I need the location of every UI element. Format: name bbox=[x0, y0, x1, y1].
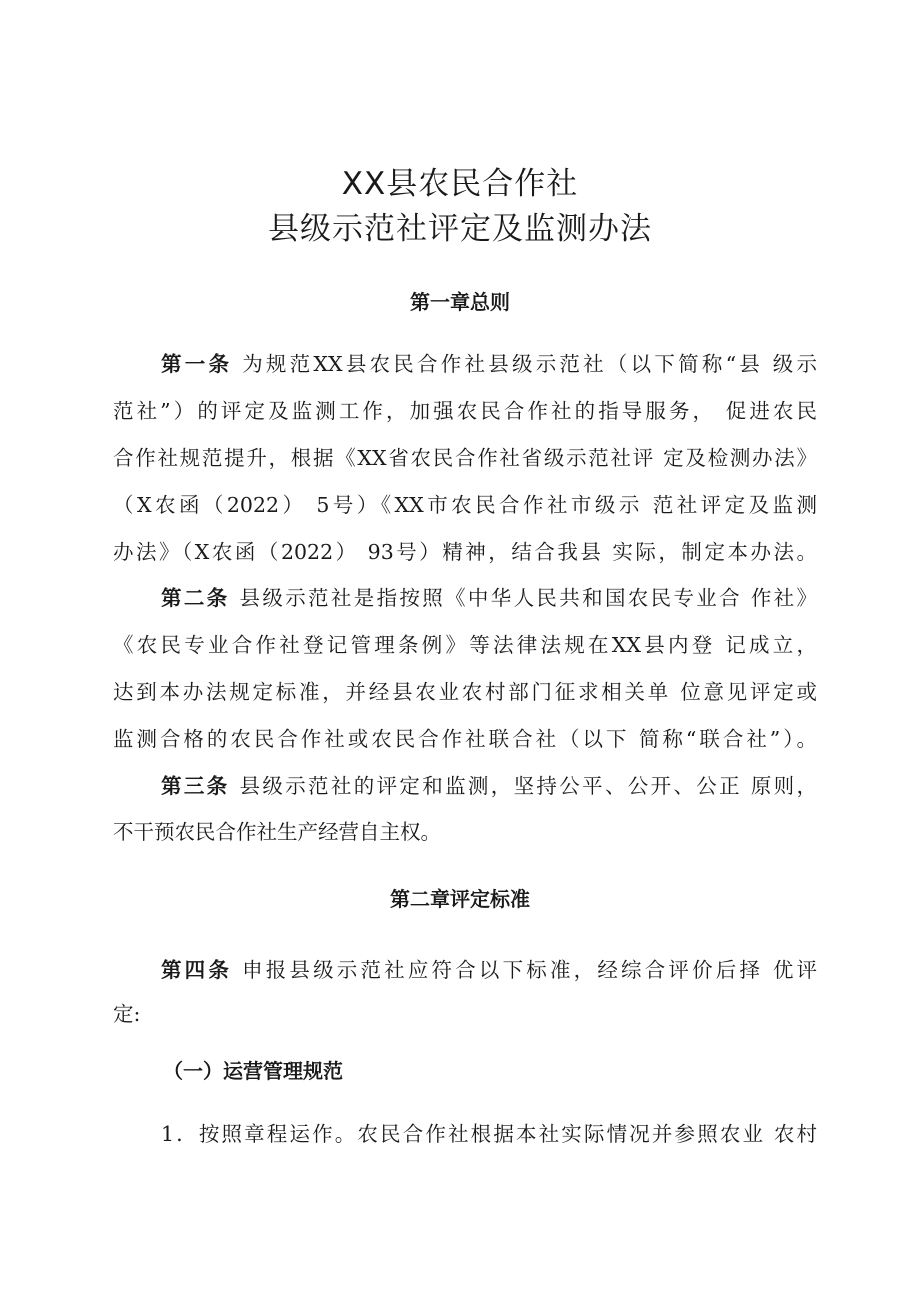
section-1-heading: （一）运营管理规范 bbox=[163, 1059, 343, 1083]
article-2-line-1: 第二条 县级示范社是指按照《中华人民共和国农民专业合 作社》 bbox=[161, 586, 817, 610]
article-1-line-5: 办法》（X农函（2022） 93号）精神，结合我县 实际，制定本办法。 bbox=[113, 540, 817, 564]
article-4-line-2: 定: bbox=[113, 1002, 141, 1026]
article-4-line-1: 第四条 申报县级示范社应符合以下标准，经综合评价后择 优评 bbox=[161, 958, 817, 982]
article-1-line-1: 第一条 为规范XX县农民合作社县级示范社（以下简称“县 级示 bbox=[161, 352, 817, 376]
article-1-line-2: 范社”）的评定及监测工作，加强农民合作社的指导服务， 促进农民 bbox=[113, 399, 817, 423]
document-title-line2: 县级示范社评定及监测办法 bbox=[268, 211, 652, 247]
document-title-line1: XX县农民合作社 bbox=[341, 166, 579, 202]
article-1-line-4: （X农函（2022） 5号）《XX市农民合作社市级示 范社评定及监测 bbox=[113, 493, 817, 517]
article-3-label: 第三条 bbox=[161, 774, 230, 798]
article-4-label: 第四条 bbox=[161, 958, 233, 982]
article-3-line-2: 不干预农民合作社生产经营自主权。 bbox=[113, 820, 441, 844]
article-2-line-4: 监测合格的农民合作社或农民合作社联合社（以下 简称“联合社”）。 bbox=[113, 727, 817, 751]
item-1-line-1: 1．按照章程运作。农民合作社根据本社实际情况并参照农业 农村 bbox=[161, 1122, 817, 1146]
article-1-line-3: 合作社规范提升，根据《XX省农民合作社省级示范社评 定及检测办法》 bbox=[113, 446, 817, 470]
chapter-1-heading: 第一章总则 bbox=[410, 290, 510, 314]
chapter-2-heading: 第二章评定标准 bbox=[390, 887, 530, 911]
article-2-label: 第二条 bbox=[161, 586, 230, 610]
article-1-label: 第一条 bbox=[161, 352, 233, 376]
article-2-line-3: 达到本办法规定标准，并经县农业农村部门征求相关单 位意见评定或 bbox=[113, 680, 817, 704]
article-3-line-1: 第三条 县级示范社的评定和监测，坚持公平、公开、公正 原则， bbox=[161, 774, 817, 798]
article-2-line-2: 《农民专业合作社登记管理条例》等法律法规在XX县内登 记成立， bbox=[113, 633, 817, 657]
